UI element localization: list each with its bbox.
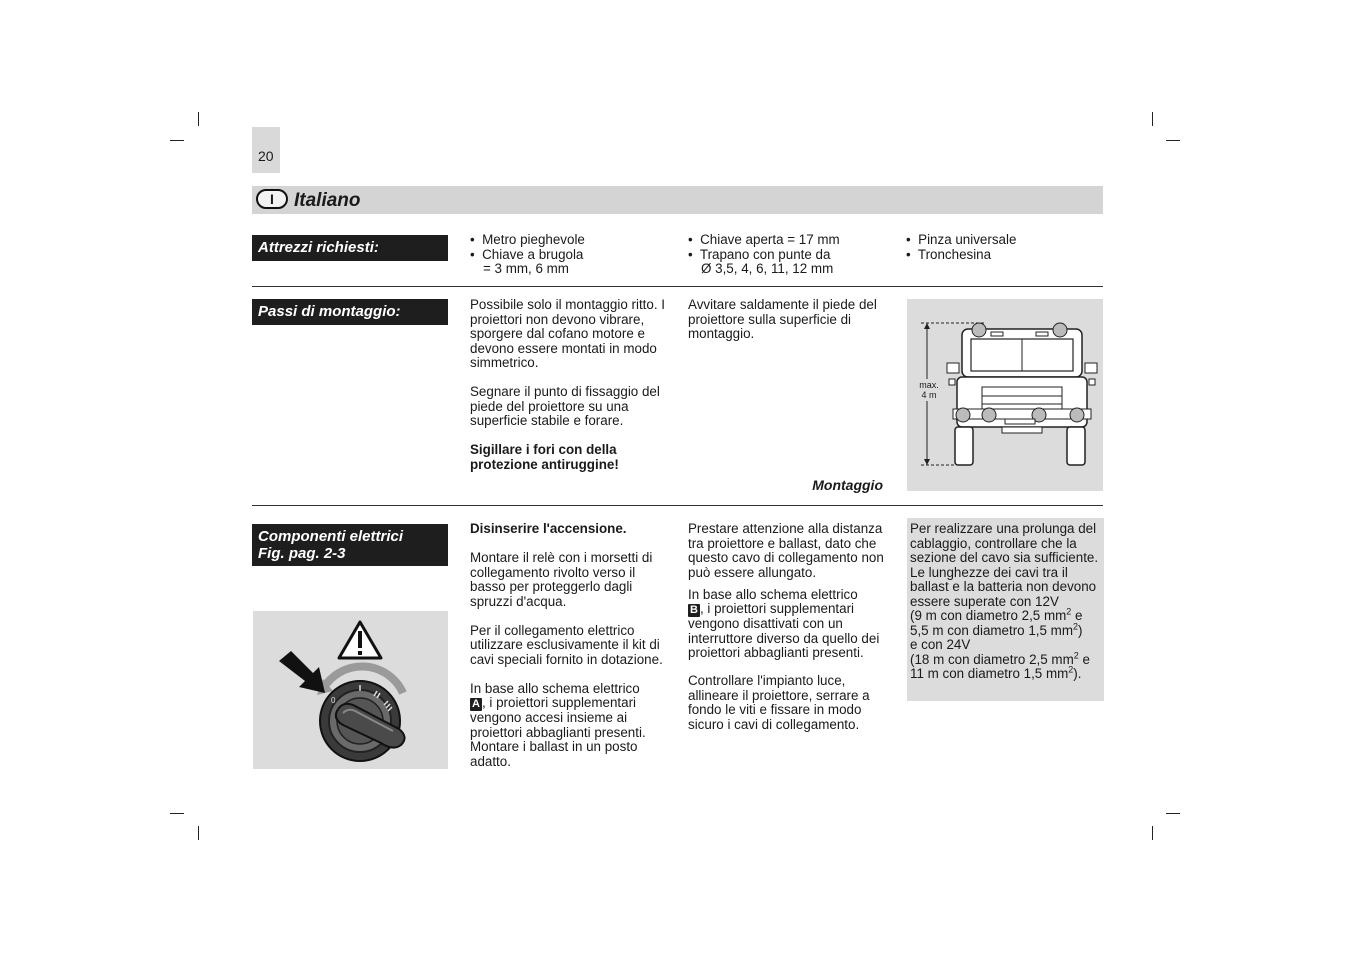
tools-column-1 bbox=[470, 233, 670, 277]
electrical-heading bbox=[252, 524, 448, 566]
cable-length-note-text bbox=[910, 522, 1102, 682]
list-item: • Tronchesina bbox=[906, 246, 992, 262]
list-item: • Metro pieghevole bbox=[470, 232, 585, 247]
ignition-switch-figure bbox=[253, 611, 448, 769]
paragraph: In base allo schema elettrico B , i proiettori supplementari vengono disattivati con un interruttore diverso da quello dei proiettori abbaglianti presenti. bbox=[688, 586, 880, 660]
crop-mark bbox=[198, 112, 199, 126]
language-bar bbox=[252, 186, 1103, 214]
list-item: • Chiave aperta = 17 mm bbox=[688, 232, 840, 247]
paragraph: Montare il relè con i morsetti di collegamento rivolto verso il basso per proteggerlo dagli spruzzi d'acqua. bbox=[470, 550, 653, 609]
crop-mark bbox=[170, 140, 184, 141]
language-title: Italiano bbox=[294, 190, 361, 211]
cable-spec-line: 11 m con diametro 1,5 $mm^2$). bbox=[910, 664, 1082, 681]
mounting-column-1 bbox=[470, 298, 670, 472]
tools-column-3 bbox=[906, 233, 1102, 262]
section-divider bbox=[252, 286, 1103, 287]
dimension-label: max. bbox=[919, 380, 939, 390]
figure-caption: Montaggio bbox=[812, 477, 883, 493]
crop-mark bbox=[1166, 813, 1180, 814]
list-item: • Pinza universale bbox=[906, 232, 1017, 247]
list-item-continuation: Ø 3,5, 4, 6, 11, 12 mm bbox=[701, 261, 834, 276]
paragraph: Prestare attenzione alla distanza tra proiettore e ballast, dato che questo cavo di collegamento non può essere allungato. bbox=[688, 521, 884, 580]
paragraph: In base allo schema elettrico A , i proiettori supplementari vengono accesi insieme ai proiettori abbaglianti presenti. Montare i ballast in un posto adatto. bbox=[470, 680, 646, 769]
list-item: • Trapano con punte da bbox=[688, 246, 831, 262]
crop-mark bbox=[170, 813, 184, 814]
electrical-heading-line: Fig. pag. 2-3 bbox=[258, 545, 346, 562]
wiring-diagram-key-a: A bbox=[472, 698, 480, 710]
paragraph: Per realizzare una prolunga del cablaggio, controllare che la sezione del cavo sia sufficiente. Le lunghezze dei cavi tra il ballast e la batteria non devono essere superate con 12V bbox=[910, 521, 1099, 609]
cable-spec-line: e con 24V bbox=[910, 637, 971, 652]
crop-mark bbox=[1166, 140, 1180, 141]
crop-mark bbox=[1152, 826, 1153, 840]
ignition-key-illustration bbox=[253, 611, 448, 769]
dimension-label: 4 m bbox=[921, 390, 937, 400]
crop-mark bbox=[1152, 112, 1153, 126]
list-item: • Chiave a brugola bbox=[470, 246, 584, 262]
instruction-paragraph: Disinserire l'accensione. bbox=[470, 521, 627, 536]
electrical-heading-line: Componenti elettrici bbox=[258, 528, 404, 545]
list-item-continuation: = 3 mm, 6 mm bbox=[483, 261, 569, 276]
paragraph: Segnare il punto di fissaggio del piede del proiettore su una superficie stabile e forare. bbox=[470, 384, 660, 428]
language-code-badge: I bbox=[256, 189, 288, 209]
section-divider bbox=[252, 505, 1103, 506]
tools-column-2 bbox=[688, 233, 888, 277]
page-number: 20 bbox=[252, 127, 280, 173]
electrical-column-1 bbox=[470, 522, 670, 769]
mounting-heading: Passi di montaggio: bbox=[252, 299, 448, 325]
crop-mark bbox=[198, 826, 199, 840]
cable-spec-line: 5,5 m con diametro 1,5 $mm^2$) bbox=[910, 621, 1083, 638]
svg-text:0: 0 bbox=[331, 696, 336, 705]
cable-spec-line: (9 m con diametro 2,5 $mm^2$ e bbox=[910, 606, 1083, 623]
paragraph: Possibile solo il montaggio ritto. I proiettori non devono vibrare, sporgere dal cofano motore e devono essere montati in modo simmetrico. bbox=[470, 297, 666, 370]
vehicle-mounting-figure bbox=[907, 299, 1103, 491]
tools-heading: Attrezzi richiesti: bbox=[252, 235, 448, 261]
paragraph: Controllare l'impianto luce, allineare il proiettore, serrare a fondo le viti e fissare in modo sicuro i cavi di collegamento. bbox=[688, 673, 870, 732]
warning-paragraph: Sigillare i fori con della protezione antiruggine! bbox=[470, 442, 619, 472]
wiring-diagram-key-b: B bbox=[690, 604, 698, 616]
mounting-column-2 bbox=[688, 298, 884, 342]
paragraph: Per il collegamento elettrico utilizzare esclusivamente il kit di cavi speciali fornito in dotazione. bbox=[470, 622, 663, 667]
electrical-column-2 bbox=[688, 522, 888, 732]
cable-spec-line: (18 m con diametro 2,5 $mm^2$ e bbox=[910, 650, 1090, 667]
paragraph: Avvitare saldamente il piede del proiettore sulla superficie di montaggio. bbox=[688, 297, 877, 341]
